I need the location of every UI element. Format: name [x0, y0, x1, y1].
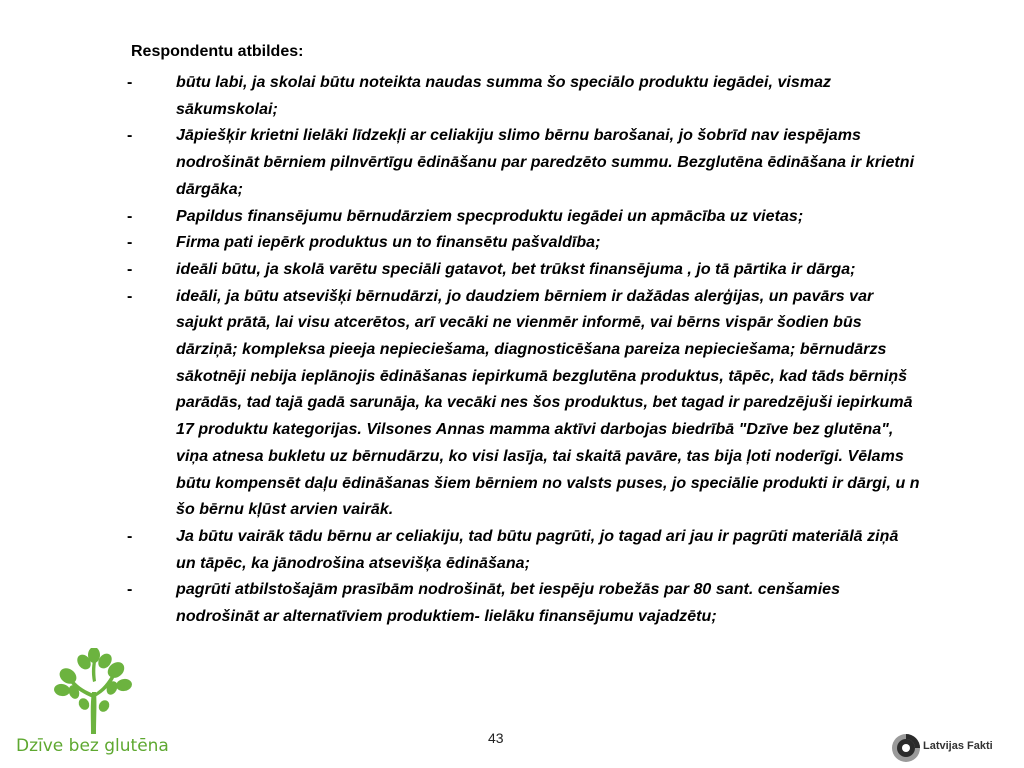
response-item [0, 284, 981, 524]
response-text [176, 123, 981, 203]
response-text [176, 257, 981, 284]
response-text [176, 204, 981, 231]
response-text [176, 70, 981, 123]
response-item [0, 230, 981, 257]
bullet-dash: - [127, 74, 133, 91]
response-line: viņa atnesa bukletu uz bērnudārzu, ko visi lasīja, tai skaitā pavāre, tas bija ļoti noderīgi. Vēlams [176, 447, 904, 465]
brand-text: Latvijas Fakti [923, 740, 993, 752]
bullet-dash: - [127, 581, 133, 599]
response-line: pagrūti atbilstošajām prasībām nodrošināt, bet iespēju robežās par 80 sant. cenšamies [176, 581, 841, 599]
response-line: 17 produktu kategorijas. Vilsones Annas mamma aktīvi darbojas biedrībā "Dzīve bez glutēna", [176, 421, 894, 439]
response-item [0, 257, 981, 284]
response-line: Jāpiešķir krietni lielāki līdzekļi ar celiakiju slimo bērnu barošanai, jo šobrīd nav iespējams [176, 127, 861, 145]
response-line: ideāli, ja būtu atsevišķi bērnudārzi, jo daudziem bērniem ir dažādas alerģijas, un pavārs var [176, 287, 874, 305]
response-line: Ja būtu vairāk tādu bērnu ar celiakiju, tad būtu pagrūti, jo tagad ari jau ir pagrūti materiālā ziņā [176, 527, 899, 545]
bullet-dash: - [127, 207, 133, 225]
bullet-dash: - [127, 260, 133, 278]
responses-list [0, 70, 1024, 631]
response-line: nodrošināt bērniem pilnvērtīgu ēdināšanu par paredzēto summu. Bezglutēna ēdināšana ir krietni [176, 154, 915, 172]
response-item [0, 70, 981, 123]
tree-logo-icon [50, 648, 136, 736]
response-line: būtu kompensēt daļu ēdināšanas šiem bērniem no valsts puses, jo speciālie produkti ir dārgi, u n [176, 474, 920, 492]
response-line: Papildus finansējumu bērnudārziem specproduktu iegādei un apmācība uz vietas; [176, 207, 804, 225]
response-line: dārziņā; kompleksa pieeja nepieciešama, diagnosticēšana pareiza nepieciešama; bērnudārzs [176, 341, 887, 359]
bullet-dash: - [127, 287, 133, 305]
logo-text: Dzīve bez glutēna [16, 736, 169, 756]
heading: Respondentu atbildes: [131, 43, 304, 60]
bullet-dash: - [127, 234, 133, 252]
response-text [176, 577, 981, 630]
dzive-bez-glutena-logo [10, 648, 170, 760]
response-line: šo bērnu kļūst arvien vairāk. [176, 501, 394, 519]
bullet-dash: - [127, 527, 133, 545]
latvijas-fakti-icon [891, 733, 921, 763]
response-text [176, 230, 981, 257]
response-item [0, 524, 981, 577]
response-item [0, 123, 981, 203]
response-text [176, 524, 981, 577]
response-line: parādās, tad tajā gadā sarunāja, ka vecāki nes šos produktus, bet tagad ir paredzējuši iepirkumā [176, 394, 913, 412]
response-item [0, 204, 981, 231]
response-line: ideāli būtu, ja skolā varētu speciāli gatavot, bet trūkst finansējuma , jo tā pārtika ir dārga; [176, 260, 856, 278]
response-text [176, 284, 981, 524]
response-line: Firma pati iepērk produktus un to finansētu pašvaldība; [176, 234, 601, 252]
latvijas-fakti-logo [891, 733, 1019, 767]
response-item [0, 577, 981, 630]
response-line: sajukt prātā, lai visu atcerētos, arī vecāki ne vienmēr informē, vai bērns vispār šodien būs [176, 314, 862, 332]
response-line: dārgāka; [176, 180, 244, 198]
page-number: 43 [488, 730, 504, 746]
response-line: sākotnēji nebija ieplānojis ēdināšanas iepirkumā bezglutēna produktus, tāpēc, kad tāds bērniņš [176, 367, 908, 385]
response-line: sākumskolai; [176, 100, 278, 118]
bullet-dash: - [127, 127, 133, 145]
response-line: nodrošināt ar alternatīviem produktiem- lielāku finansējumu vajadzētu; [176, 608, 717, 626]
response-line: būtu labi, ja skolai būtu noteikta naudas summa šo speciālo produktu iegādei, vismaz [176, 74, 832, 91]
response-line: un tāpēc, ka jānodrošina atsevišķa ēdināšana; [176, 554, 530, 572]
